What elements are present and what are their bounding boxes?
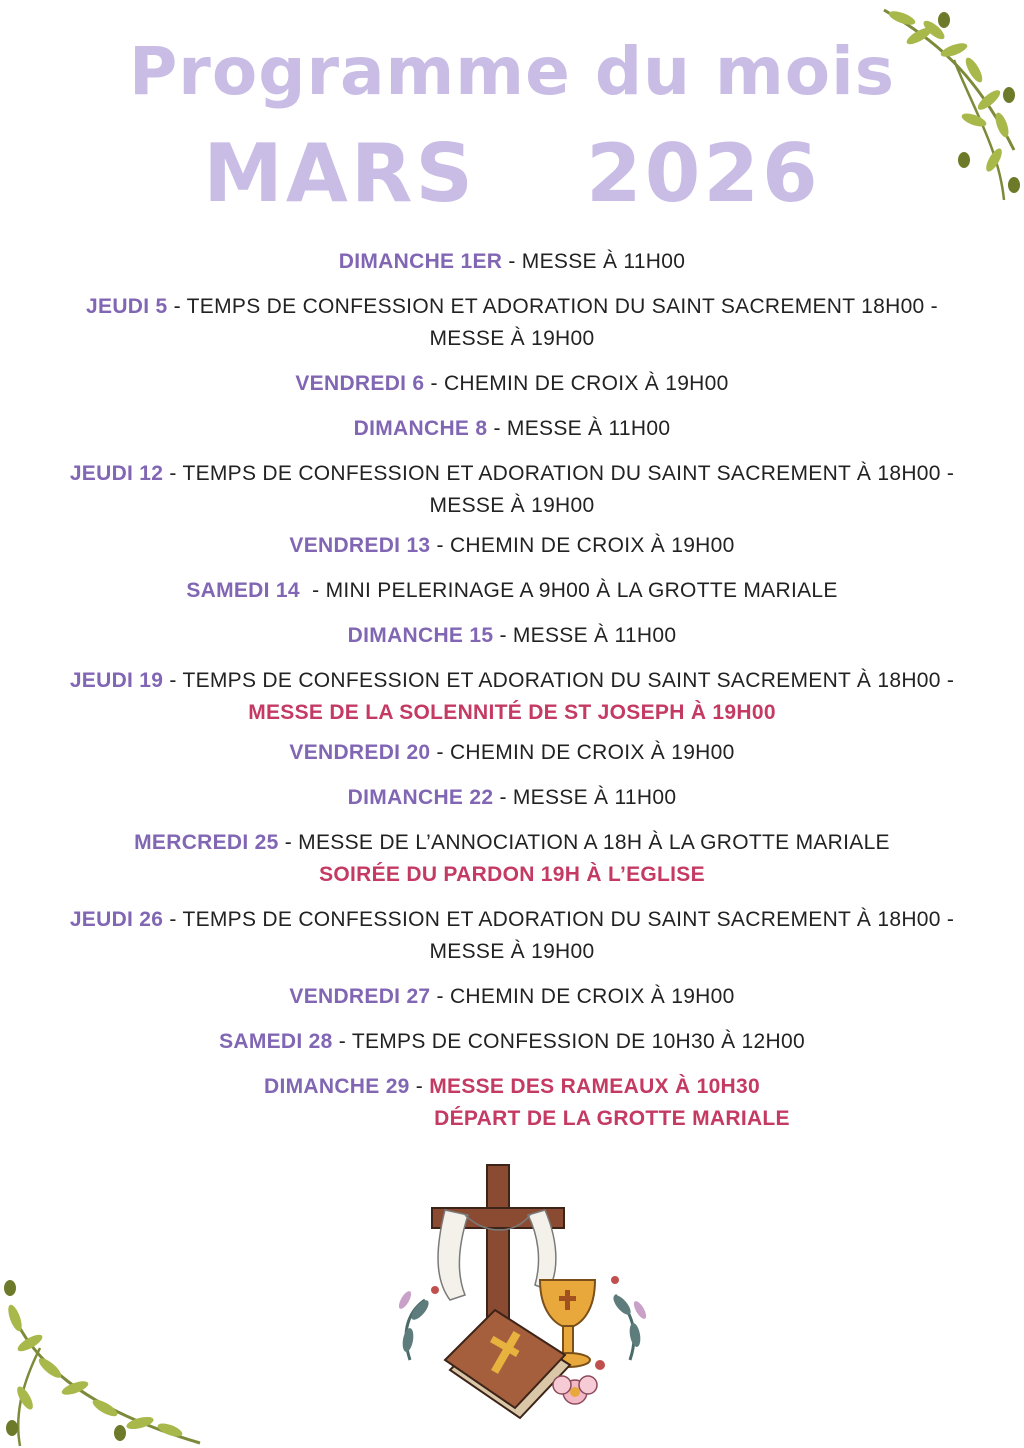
- entry-text-line2: MESSE À 19H00: [429, 327, 595, 350]
- schedule-entry: [0, 291, 1024, 355]
- schedule-entry: [0, 1026, 1024, 1058]
- cross-bible-chalice-illustration: [390, 1160, 650, 1430]
- page-title: Programme du mois: [128, 33, 896, 110]
- schedule-entry: [0, 665, 1024, 729]
- schedule-entry: [0, 737, 1024, 769]
- entry-text: - TEMPS DE CONFESSION ET ADORATION DU SAINT SACREMENT À 18H00 -: [163, 669, 955, 692]
- entry-text: - MESSE À 11H00: [502, 250, 686, 273]
- bible-icon: [445, 1310, 570, 1418]
- entry-day: DIMANCHE 22: [347, 786, 494, 809]
- entry-text: - CHEMIN DE CROIX À 19H00: [430, 534, 735, 557]
- month-year-title: [0, 126, 1024, 222]
- entry-day: SAMEDI 28: [219, 1030, 333, 1053]
- schedule-entry: [0, 782, 1024, 814]
- schedule-entry: [0, 458, 1024, 522]
- entry-day: JEUDI 26: [69, 908, 164, 931]
- entry-day: VENDREDI 20: [289, 741, 431, 764]
- entry-highlight-line: DÉPART DE LA GROTTE MARIALE: [434, 1107, 790, 1130]
- schedule-entry: [0, 827, 1024, 891]
- entry-text: - CHEMIN DE CROIX À 19H00: [430, 985, 735, 1008]
- entry-text: - MESSE À 11H00: [493, 786, 677, 809]
- entry-day: SAMEDI 14: [186, 579, 300, 602]
- entry-day: VENDREDI 13: [289, 534, 431, 557]
- entry-text: - MESSE DE L’ANNOCIATION A 18H À LA GROTTE MARIALE: [278, 831, 890, 854]
- month-label: MARS: [203, 127, 477, 220]
- entry-day: MERCREDI 25: [134, 831, 279, 854]
- entry-highlight-line: MESSE DE LA SOLENNITÉ DE ST JOSEPH À 19H00: [248, 701, 776, 724]
- olive-branch-bottom-left-icon: [0, 1248, 210, 1448]
- entry-day: JEUDI 5: [86, 295, 168, 318]
- entry-text-line2: MESSE À 19H00: [429, 940, 595, 963]
- schedule-entry: [0, 620, 1024, 652]
- entry-day: DIMANCHE 1ER: [338, 250, 503, 273]
- entry-text: - TEMPS DE CONFESSION ET ADORATION DU SAINT SACREMENT À 18H00 -: [163, 908, 955, 931]
- entry-highlight: MESSE DES RAMEAUX À 10H30: [429, 1075, 760, 1098]
- schedule-entry: [0, 981, 1024, 1013]
- entry-day: JEUDI 12: [69, 462, 164, 485]
- entry-day: DIMANCHE 29: [264, 1075, 410, 1098]
- entry-text-line2: MESSE À 19H00: [429, 494, 595, 517]
- entry-highlight-line: SOIRÉE DU PARDON 19H À L’EGLISE: [319, 863, 705, 886]
- schedule-entry: [0, 246, 1024, 278]
- entry-text: - TEMPS DE CONFESSION DE 10H30 À 12H00: [332, 1030, 805, 1053]
- entry-day: VENDREDI 6: [295, 372, 425, 395]
- schedule-entry: [0, 413, 1024, 445]
- entry-text: - MESSE À 11H00: [493, 624, 677, 647]
- entry-day: DIMANCHE 15: [347, 624, 494, 647]
- entry-text: -: [409, 1075, 430, 1098]
- year-label: 2026: [586, 127, 821, 220]
- entry-text: - TEMPS DE CONFESSION ET ADORATION DU SAINT SACREMENT 18H00 -: [167, 295, 938, 318]
- entry-text: - CHEMIN DE CROIX À 19H00: [430, 741, 735, 764]
- entry-day: JEUDI 19: [69, 669, 164, 692]
- schedule-entry: [0, 1071, 1024, 1135]
- schedule-entry: [0, 575, 1024, 607]
- entry-text: - MESSE À 11H00: [487, 417, 671, 440]
- entry-day: DIMANCHE 8: [353, 417, 488, 440]
- schedule-entry: [0, 530, 1024, 562]
- entry-text: - TEMPS DE CONFESSION ET ADORATION DU SAINT SACREMENT À 18H00 -: [163, 462, 955, 485]
- schedule-list: [0, 246, 1024, 1148]
- entry-day: VENDREDI 27: [289, 985, 431, 1008]
- schedule-entry: [0, 368, 1024, 400]
- entry-text: - CHEMIN DE CROIX À 19H00: [424, 372, 729, 395]
- entry-text: - MINI PELERINAGE A 9H00 À LA GROTTE MARIALE: [299, 579, 838, 602]
- schedule-entry: [0, 904, 1024, 968]
